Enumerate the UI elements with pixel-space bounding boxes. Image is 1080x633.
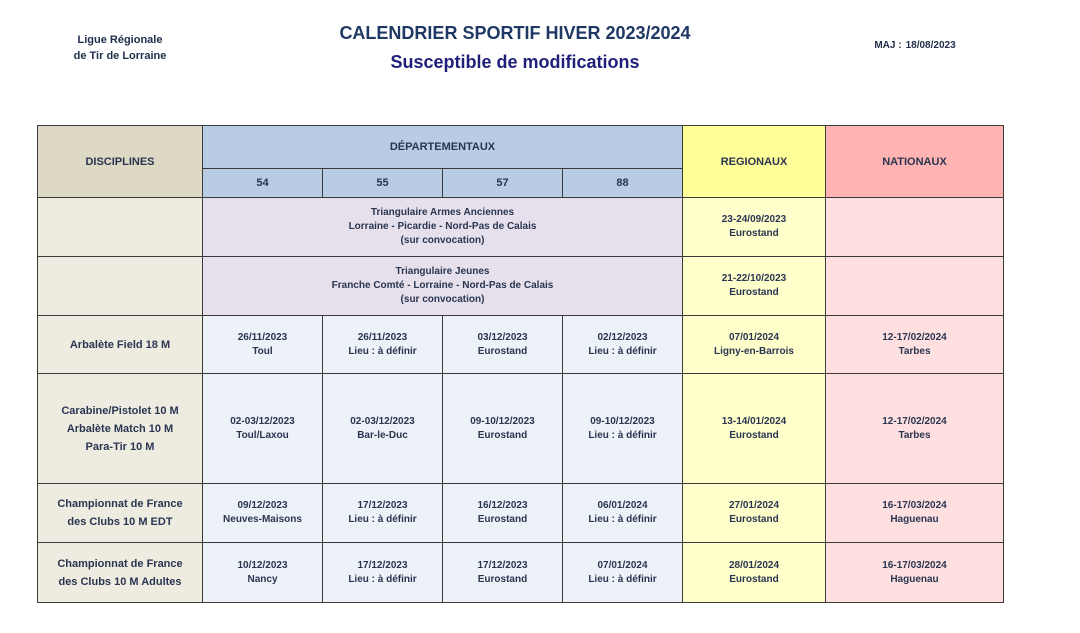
event-place: Neuves-Maisons xyxy=(223,514,302,525)
table-row xyxy=(38,316,1004,374)
event-place: Lieu : à définir xyxy=(588,573,657,585)
national-cell xyxy=(826,198,1004,257)
event-date: 09-10/12/2023 xyxy=(470,415,535,427)
event-place: Lieu : à définir xyxy=(348,345,417,357)
dep-57-cell xyxy=(443,374,563,484)
event-place: Toul/Laxou xyxy=(236,429,289,441)
discipline-cell xyxy=(38,484,203,543)
discipline-cell xyxy=(38,316,203,374)
event-line: Lorraine - Picardie - Nord-Pas de Calais xyxy=(348,221,537,232)
event-line: Triangulaire Armes Anciennes xyxy=(370,207,515,218)
event-date: 28/01/2024 xyxy=(728,559,780,571)
page-title: CALENDRIER SPORTIF HIVER 2023/2024 xyxy=(339,23,691,43)
table-row xyxy=(38,374,1004,484)
national-cell xyxy=(826,316,1004,374)
dep-57-cell xyxy=(443,484,563,543)
discipline-cell xyxy=(38,543,203,603)
dep-54-cell xyxy=(203,374,323,484)
event-date: 09/12/2023 xyxy=(237,500,288,511)
league-name-line1: Ligue Régionale xyxy=(77,34,163,46)
event-date: 17/12/2023 xyxy=(477,559,528,571)
event-place: Eurostand xyxy=(729,287,779,298)
event-place: Eurostand xyxy=(729,514,779,525)
update-date xyxy=(830,40,1000,51)
event-date: 07/01/2024 xyxy=(728,331,780,343)
regional-cell xyxy=(683,543,826,603)
event-date: 03/12/2023 xyxy=(477,331,528,343)
update-date-label: MAJ : xyxy=(874,40,902,51)
table-row xyxy=(38,484,1004,543)
event-date: 10/12/2023 xyxy=(237,559,288,571)
event-place: Lieu : à définir xyxy=(588,514,657,525)
event-date: 02-03/12/2023 xyxy=(350,415,415,427)
event-date: 21-22/10/2023 xyxy=(721,273,787,284)
discipline-cell xyxy=(38,257,203,316)
event-date: 12-17/02/2024 xyxy=(882,331,947,343)
event-place: Eurostand xyxy=(729,228,779,239)
event-date: 27/01/2024 xyxy=(728,500,780,511)
calendar-table xyxy=(37,125,1004,603)
discipline-label: Arbalète Field 18 M xyxy=(69,338,171,351)
event-date: 02/12/2023 xyxy=(597,331,648,343)
col-header-dep-55: 55 xyxy=(323,169,443,198)
event-date: 16/12/2023 xyxy=(477,500,528,511)
event-place: Eurostand xyxy=(477,345,528,357)
event-date: 16-17/03/2024 xyxy=(882,500,947,511)
regional-cell xyxy=(683,257,826,316)
discipline-label: des Clubs 10 M EDT xyxy=(67,516,173,528)
event-span-cell xyxy=(203,198,683,257)
col-header-disciplines: DISCIPLINES xyxy=(38,126,203,198)
discipline-label: Para-Tir 10 M xyxy=(85,440,155,453)
event-place: Tarbes xyxy=(898,345,931,357)
event-date: 06/01/2024 xyxy=(597,500,648,511)
event-place: Lieu : à définir xyxy=(348,514,417,525)
event-date: 07/01/2024 xyxy=(597,559,648,571)
update-date-value: 18/08/2023 xyxy=(905,40,956,51)
event-place: Haguenau xyxy=(890,573,939,585)
event-span-cell xyxy=(203,257,683,316)
event-date: 17/12/2023 xyxy=(357,500,408,511)
event-place: Lieu : à définir xyxy=(588,345,657,357)
discipline-cell xyxy=(38,374,203,484)
event-place: Lieu : à définir xyxy=(348,573,417,585)
event-date: 12-17/02/2024 xyxy=(882,415,947,427)
league-name-line2: de Tir de Lorraine xyxy=(73,50,167,62)
discipline-label: Carabine/Pistolet 10 M xyxy=(61,404,179,417)
event-date: 02-03/12/2023 xyxy=(230,415,295,427)
event-date: 26/11/2023 xyxy=(237,331,288,343)
event-place: Ligny-en-Barrois xyxy=(713,345,794,357)
league-name xyxy=(40,32,200,64)
national-cell xyxy=(826,543,1004,603)
col-header-nationaux: NATIONAUX xyxy=(826,126,1004,198)
event-place: Eurostand xyxy=(477,429,528,441)
col-header-dep-57: 57 xyxy=(443,169,563,198)
event-line: Franche Comté - Lorraine - Nord-Pas de Calais xyxy=(331,280,554,291)
table-row xyxy=(38,257,1004,316)
dep-55-cell xyxy=(323,484,443,543)
event-date: 13-14/01/2024 xyxy=(721,415,787,427)
col-header-departementaux: DÉPARTEMENTAUX xyxy=(203,126,683,169)
dep-54-cell xyxy=(203,316,323,374)
dep-55-cell xyxy=(323,316,443,374)
event-date: 09-10/12/2023 xyxy=(590,415,655,427)
dep-88-cell xyxy=(563,484,683,543)
table-row xyxy=(38,198,1004,257)
col-header-dep-88: 88 xyxy=(563,169,683,198)
discipline-label: Championnat de France xyxy=(57,498,183,510)
dep-57-cell xyxy=(443,543,563,603)
event-place: Nancy xyxy=(247,573,278,585)
event-date: 26/11/2023 xyxy=(357,331,408,343)
col-header-dep-54: 54 xyxy=(203,169,323,198)
event-place: Eurostand xyxy=(477,573,528,585)
event-place: Haguenau xyxy=(890,514,939,525)
page-subtitle: Susceptible de modifications xyxy=(390,52,640,72)
event-date: 16-17/03/2024 xyxy=(882,559,947,571)
event-place: Eurostand xyxy=(729,429,779,441)
dep-55-cell xyxy=(323,374,443,484)
regional-cell xyxy=(683,316,826,374)
discipline-label: Championnat de France xyxy=(57,557,183,570)
regional-cell xyxy=(683,198,826,257)
discipline-label: des Clubs 10 M Adultes xyxy=(58,575,182,588)
event-date: 23-24/09/2023 xyxy=(721,214,787,225)
event-date: 17/12/2023 xyxy=(357,559,408,571)
event-line: (sur convocation) xyxy=(400,294,485,305)
event-place: Eurostand xyxy=(729,573,779,585)
event-place: Bar-le-Duc xyxy=(357,429,408,441)
discipline-cell xyxy=(38,198,203,257)
dep-88-cell xyxy=(563,543,683,603)
national-cell xyxy=(826,257,1004,316)
event-place: Lieu : à définir xyxy=(588,429,657,441)
event-place: Tarbes xyxy=(898,429,931,441)
event-place: Eurostand xyxy=(477,514,528,525)
event-line: Triangulaire Jeunes xyxy=(395,266,490,277)
dep-57-cell xyxy=(443,316,563,374)
dep-88-cell xyxy=(563,374,683,484)
discipline-label: Arbalète Match 10 M xyxy=(66,422,174,435)
national-cell xyxy=(826,374,1004,484)
regional-cell xyxy=(683,484,826,543)
dep-88-cell xyxy=(563,316,683,374)
dep-55-cell xyxy=(323,543,443,603)
dep-54-cell xyxy=(203,484,323,543)
col-header-regionaux: REGIONAUX xyxy=(683,126,826,198)
regional-cell xyxy=(683,374,826,484)
table-row xyxy=(38,543,1004,603)
event-line: (sur convocation) xyxy=(400,235,485,246)
event-place: Toul xyxy=(252,345,273,357)
dep-54-cell xyxy=(203,543,323,603)
national-cell xyxy=(826,484,1004,543)
